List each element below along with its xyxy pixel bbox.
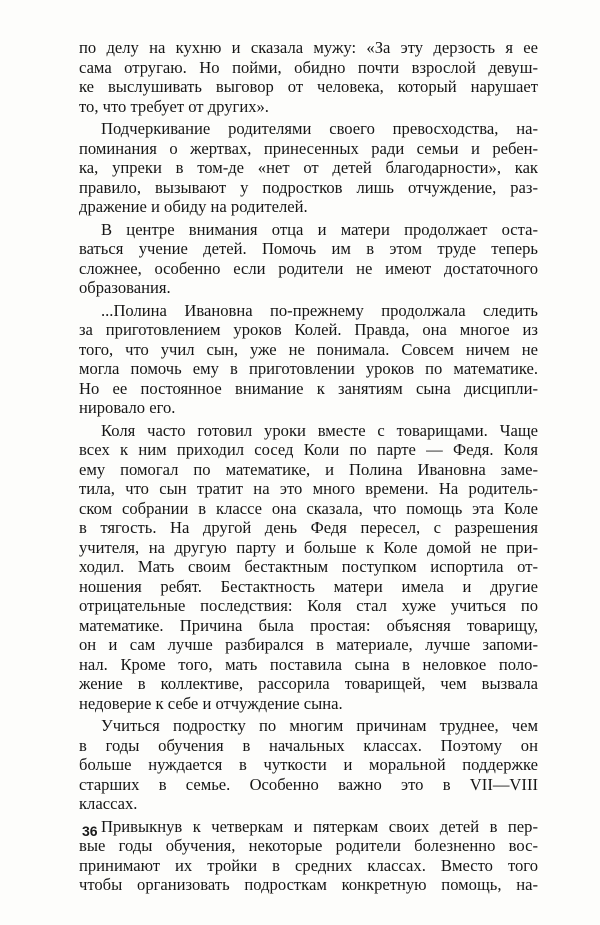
text-line: сложнее, особенно если родители не имеют достаточного bbox=[79, 258, 538, 278]
text-line: нал. Кроме того, мать поставила сына в неловкое поло- bbox=[79, 654, 538, 674]
text-line: больше нуждается в чуткости и моральной поддержке bbox=[79, 755, 538, 774]
text-line: ке выслушивать выговор от человека, который нарушает bbox=[79, 77, 538, 96]
paragraph-7 bbox=[79, 817, 538, 895]
text-line: за приготовлением уроков Колей. Правда, она многое из bbox=[79, 320, 538, 339]
text-line: то, что требует от других». bbox=[79, 96, 269, 116]
page-number: 36 bbox=[82, 823, 98, 839]
text-line: чтобы организовать подросткам конкретную помощь, на- bbox=[79, 875, 538, 894]
text-line: классах. bbox=[79, 794, 138, 813]
paragraph-3 bbox=[79, 220, 538, 298]
text-line: нировало его. bbox=[79, 398, 176, 417]
text-line: дражение и обиду на родителей. bbox=[79, 197, 308, 216]
paragraph-2 bbox=[79, 119, 538, 217]
text-line: принимают их тройки в средних классах. Вместо того bbox=[79, 855, 538, 875]
text-line: ваться учение детей. Помочь им в этом труде теперь bbox=[79, 239, 538, 258]
text-line: ходил. Мать своим бестактным поступком испортила от- bbox=[79, 557, 538, 576]
text-line: правило, вызывают у подростков лишь отчуждение, раз- bbox=[79, 177, 538, 197]
text-line: старших в семье. Особенно важно это в VII—VIII bbox=[79, 774, 538, 794]
text-line: Учиться подростку по многим причинам труднее, чем bbox=[101, 716, 538, 735]
text-line: ему помогал по математике, и Полина Ивановна заме- bbox=[79, 459, 538, 479]
text-line: Подчеркивание родителями своего превосходства, на- bbox=[101, 119, 538, 138]
text-line: всех к ним приходил сосед Коли по парте — Федя. Коля bbox=[79, 440, 538, 459]
text-line: отрицательные последствия: Коля стал хуже учиться по bbox=[79, 596, 538, 615]
paragraph-4 bbox=[79, 301, 538, 418]
paragraph-5 bbox=[79, 421, 538, 714]
text-line: В центре внимания отца и матери продолжает оста- bbox=[101, 219, 538, 239]
text-line: сама отругаю. Но пойми, обидно почти взрослой девуш- bbox=[79, 57, 538, 77]
text-line: тила, что сын тратит на это много времени. На родитель- bbox=[79, 479, 538, 498]
text-line: ском собрании в классе она сказала, что помощь эта Коле bbox=[79, 498, 538, 518]
text-line: жение в коллективе, рассорила товарищей, чем вызвала bbox=[79, 674, 538, 693]
text-line: он и сам лучше разбирался в материале, лучше запоми- bbox=[79, 635, 538, 654]
text-line: Но ее постоянное внимание к занятиям сына дисципли- bbox=[79, 378, 538, 398]
text-line: по делу на кухню и сказала мужу: «За эту дерзость я ее bbox=[79, 38, 538, 57]
text-line: могла помочь ему в приготовлении уроков по математике. bbox=[79, 359, 538, 378]
text-line: Коля часто готовил уроки вместе с товарищами. Чаще bbox=[101, 420, 538, 440]
text-line: того, что учил сын, уже не понимала. Совсем ничем не bbox=[79, 339, 538, 359]
text-line: в годы обучения в начальных классах. Поэтому он bbox=[79, 735, 538, 755]
paragraph-6 bbox=[79, 716, 538, 814]
text-line: образования. bbox=[79, 278, 171, 297]
text-line: ...Полина Ивановна по-прежнему продолжала следить bbox=[101, 300, 538, 320]
text-line: математике. Причина была простая: объясняя товарищу, bbox=[79, 615, 538, 635]
text-line: поминания о жертвах, принесенных ради семьи и ребен- bbox=[79, 138, 538, 158]
text-line: в тягость. На другой день Федя пересел, с разрешения bbox=[79, 518, 538, 537]
text-line: Привыкнув к четверкам и пятеркам своих детей в пер- bbox=[101, 816, 538, 836]
text-line: ка, упреки в том-де «нет от детей благодарности», как bbox=[79, 158, 538, 177]
text-line: вые годы обучения, некоторые родители болезненно вос- bbox=[79, 836, 538, 855]
paragraph-1 bbox=[79, 38, 538, 116]
text-line: учителя, на другую парту и больше к Коле домой не при- bbox=[79, 537, 538, 557]
text-line: недоверие к себе и отчуждение сына. bbox=[79, 693, 343, 713]
text-line: ношения ребят. Бестактность матери имела и другие bbox=[79, 576, 538, 596]
body-text bbox=[79, 38, 538, 895]
